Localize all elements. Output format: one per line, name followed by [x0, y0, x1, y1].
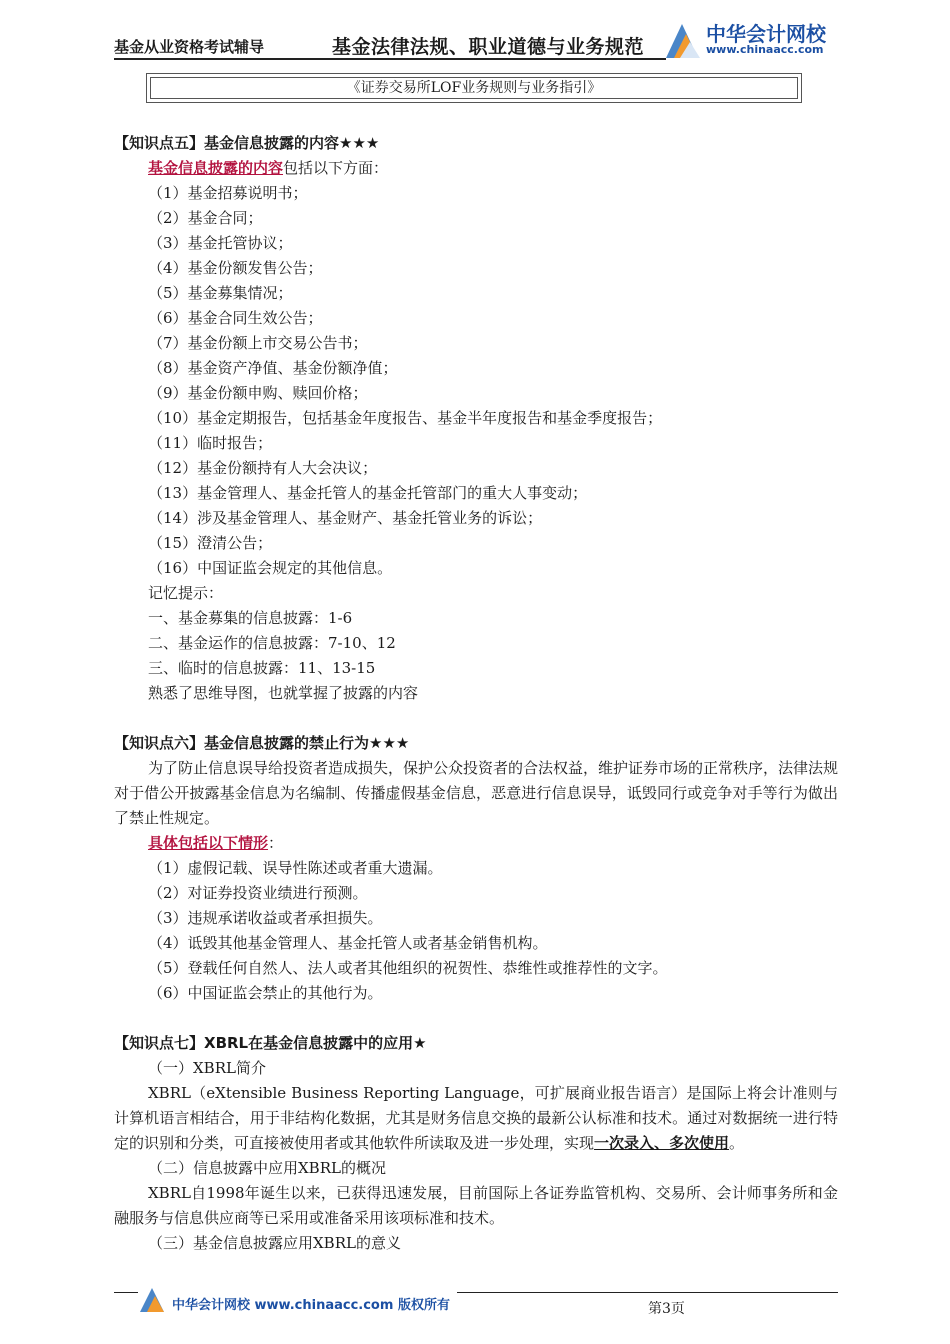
kp6-title: 【知识点六】基金信息披露的禁止行为★★★ — [114, 734, 410, 752]
list-item: （11）临时报告； — [148, 434, 273, 452]
list-item: （6）基金合同生效公告； — [148, 309, 323, 327]
list-item: （5）基金募集情况； — [148, 284, 293, 302]
kp5-intro-rest: 包括以下方面： — [283, 159, 389, 177]
kp7-subheading: （二）信息披露中应用XBRL的概况 — [148, 1159, 386, 1177]
kp5-closing: 熟悉了思维导图，也就掌握了披露的内容 — [148, 684, 419, 702]
logo-icon — [662, 20, 704, 60]
footer-logo-icon — [138, 1286, 168, 1314]
kp7-title: 【知识点七】XBRL在基金信息披露中的应用★ — [114, 1034, 427, 1052]
logo-name: 中华会计网校 — [706, 22, 826, 46]
reference-box — [146, 73, 802, 103]
list-item: （16）中国证监会规定的其他信息。 — [148, 559, 393, 577]
kp5-title: 【知识点五】基金信息披露的内容★★★ — [114, 134, 380, 152]
kp7-paragraph: XBRL自1998年诞生以来，已获得迅速发展，目前国际上各证券监管机构、交易所、会计师事务所和金融服务与信息供应商等已采用或准备采用该项标准和技术。 — [114, 1184, 838, 1227]
page-footer — [114, 1288, 838, 1328]
list-item: （7）基金份额上市交易公告书； — [148, 334, 368, 352]
kp5-intro-highlight: 基金信息披露的内容 — [148, 159, 284, 177]
page-content — [114, 131, 838, 1256]
kp7-paragraph — [114, 1081, 838, 1156]
list-item: （14）涉及基金管理人、基金财产、基金托管业务的诉讼； — [148, 509, 543, 527]
memo-item: 二、基金运作的信息披露：7-10、12 — [148, 634, 396, 652]
kp7-emphasis: 一次录入、多次使用 — [594, 1134, 730, 1152]
list-item: （12）基金份额持有人大会决议； — [148, 459, 378, 477]
list-item: （4）诋毁其他基金管理人、基金托管人或者基金销售机构。 — [148, 934, 548, 952]
reference-text: 《证券交易所LOF业务规则与业务指引》 — [150, 77, 798, 99]
list-item: （1）虚假记载、误导性陈述或者重大遗漏。 — [148, 859, 443, 877]
kp6-paragraph: 为了防止信息误导给投资者造成损失，保护公众投资者的合法权益，维护证券市场的正常秩序，法律法规对于借公开披露基金信息为名编制、传播虚假基金信息，恶意进行信息误导，诋毁同行或竞争对手等行为做出了禁止性规定。 — [114, 759, 839, 827]
footer-rule — [457, 1292, 838, 1293]
kp5-intro — [114, 156, 838, 181]
page-header — [114, 22, 838, 62]
kp6-intro-rest: ： — [268, 834, 284, 852]
header-rule — [114, 58, 666, 60]
list-item: （3）基金托管协议； — [148, 234, 293, 252]
list-item: （10）基金定期报告，包括基金年度报告、基金半年度报告和基金季度报告； — [148, 409, 663, 427]
list-item: （15）澄清公告； — [148, 534, 273, 552]
list-item: （2）基金合同； — [148, 209, 263, 227]
logo[interactable] — [662, 18, 842, 62]
memo-item: 一、基金募集的信息披露：1-6 — [148, 609, 353, 627]
list-item: （8）基金资产净值、基金份额净值； — [148, 359, 398, 377]
memo-item: 三、临时的信息披露：11、13-15 — [148, 659, 376, 677]
header-course: 基金从业资格考试辅导 — [114, 38, 265, 56]
list-item: （2）对证券投资业绩进行预测。 — [148, 884, 368, 902]
kp6-intro-highlight: 具体包括以下情形 — [148, 834, 269, 852]
header-title: 基金法律法规、职业道德与业务规范 — [332, 36, 645, 58]
kp7-paragraph-text: XBRL（eXtensible Business Reporting Language，可扩展商业报告语言）是国际上将会计准则与计算机语言相结合，用于非结构化数据，尤其是财务信息交换的最新公认标准和技术。通过对数据统一进行特定的识别和分类，可直接被使用者或其他软件所读取及进一步处理，实现 — [114, 1084, 838, 1152]
footer-copyright: 中华会计网校 www.chinaacc.com 版权所有 — [172, 1298, 450, 1313]
kp7-paragraph-end: 。 — [729, 1134, 745, 1152]
kp7-subheading: （三）基金信息披露应用XBRL的意义 — [148, 1234, 401, 1252]
list-item: （9）基金份额申购、赎回价格； — [148, 384, 368, 402]
list-item: （1）基金招募说明书； — [148, 184, 308, 202]
kp7-subheading: （一）XBRL简介 — [148, 1059, 266, 1077]
list-item: （5）登载任何自然人、法人或者其他组织的祝贺性、恭维性或推荐性的文字。 — [148, 959, 668, 977]
kp6-intro — [114, 831, 838, 856]
footer-rule — [114, 1292, 138, 1293]
page-number: 第3页 — [648, 1301, 685, 1317]
list-item: （3）违规承诺收益或者承担损失。 — [148, 909, 383, 927]
list-item: （6）中国证监会禁止的其他行为。 — [148, 984, 383, 1002]
list-item: （4）基金份额发售公告； — [148, 259, 323, 277]
list-item: （13）基金管理人、基金托管人的基金托管部门的重大人事变动； — [148, 484, 588, 502]
logo-url: www.chinaacc.com — [706, 43, 824, 56]
memo-title: 记忆提示： — [148, 584, 224, 602]
